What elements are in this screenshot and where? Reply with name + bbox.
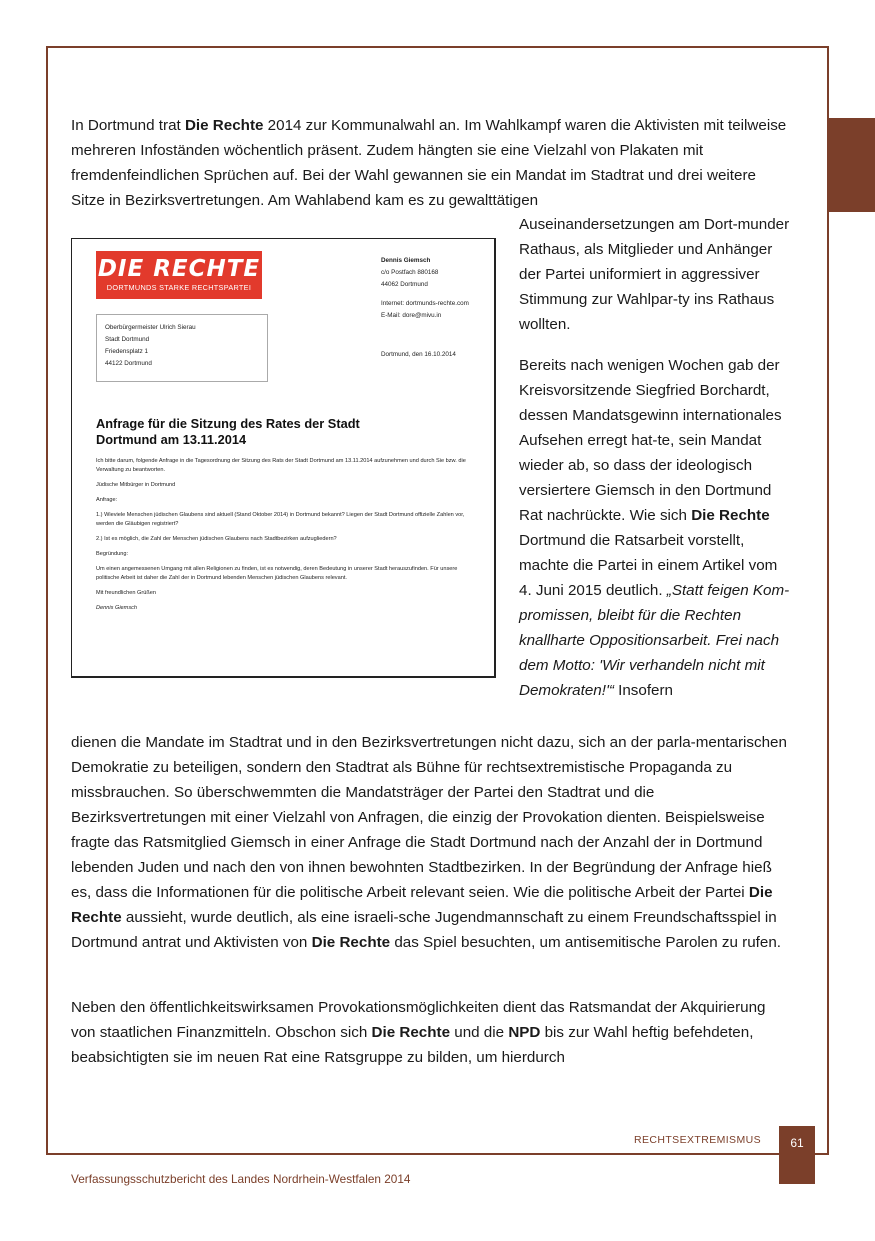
document-date: Dortmund, den 16.10.2014 xyxy=(381,351,456,358)
page-frame-bottom xyxy=(46,1153,829,1155)
document-signature: Dennis Giemsch xyxy=(96,605,138,611)
document-body: Ich bitte darum, folgende Anfrage in die Tagesordnung der Sitzung des Rats der Stadt Dortmund am 13.11.2014 aufzunehmen und durch Sie bzw. die Verwaltung zu beantworten. Jüdische Mitbürger in Dortmund Anfrage: 1.) Wieviele Menschen jüdischen Glaubens sind aktuell (Stand Oktober 2014) in Dortmund bekannt? Liegen der Stadt Dortmund offizielle Zahlen vor, werden die Gläubigen registriert? 2.) Ist es möglich, die Zahl der Menschen jüdischen Glaubens nach Stadtbezirken aufzugliedern? Begründung: Um einen angemessenen Umgang mit allen Religionen zu finden, ist es notwendig, deren Bedeutung in unserer Stadt herauszufinden. Für unsere politische Arbeit ist daher die Zahl der in Dortmund lebenden Menschen jüdischen Glaubens relevant. Mit freundlichen Grüßen Dennis Giemsch xyxy=(96,457,482,619)
page-frame-top xyxy=(46,46,829,48)
sender-block: Dennis Giemsch c/o Postfach 880168 44062 Dortmund Internet: dortmunds-rechte.com E-Mail: dore@mivu.in xyxy=(381,257,469,319)
paragraph-intro: In Dortmund trat Die Rechte 2014 zur Kommunalwahl an. Im Wahlkampf waren die Aktivisten mit teilweise mehreren Infoständen wöchentlich präsent. Zudem hängten sie eine Vielzahl von Plakaten mit fremdenfeindlichen Sprüchen auf. Bei der Wahl gewannen sie ein Mandat im Stadtrat und drei weitere Sitze in Bezirksvertretungen. Am Wahlabend kam es zu gewalttätigen xyxy=(71,117,787,209)
paragraph-council-work: Bereits nach wenigen Wochen gab der Kreisvorsitzende Siegfried Borchardt, dessen Mandatsgewinn internationales Aufsehen erregt hat-te, sein Mandat wieder ab, so dass der ideologisch versiertere Giemsch in den Dortmund Rat nachrückte. Wie sich Die Rechte Dortmund die Ratsarbeit vorstellt, machte die Partei in einem Artikel vom 4. Juni 2015 deutlich. „Statt feigen Kom-promissen, bleibt für die Rechten knallharte Oppositionsarbeit. Frei nach dem Motto: 'Wir verhandeln nicht mit Demokraten!'“ Insofern xyxy=(519,357,790,699)
publication-title: Verfassungsschutzbericht des Landes Nordrhein-Westfalen 2014 xyxy=(71,1172,411,1186)
chapter-tab xyxy=(829,118,875,212)
council-inquiry-document xyxy=(71,238,496,678)
die-rechte-logo: DIE RECHTE DORTMUNDS STARKE RECHTSPARTEI xyxy=(96,251,262,299)
page-number: 61 xyxy=(779,1126,815,1184)
section-label: RECHTSEXTREMISMUS xyxy=(634,1134,761,1146)
paragraph-funding: Neben den öffentlichkeitswirksamen Provokationsmöglichkeiten dient das Ratsmandat der Akquirierung von staatlichen Finanzmitteln. Obschon sich Die Rechte und die NPD bis zur Wahl heftig befehdeten, beabsichtigten sie im neuen Rat eine Ratsgruppe zu bilden, um hierdurch xyxy=(71,999,766,1066)
page-frame-left xyxy=(46,46,48,1155)
recipient-address: Oberbürgermeister Ulrich Sierau Stadt Dortmund Friedensplatz 1 44122 Dortmund xyxy=(96,314,268,382)
paragraph-propaganda: dienen die Mandate im Stadtrat und in den Bezirksvertretungen nicht dazu, sich an der parla-mentarischen Demokratie zu beteiligen, sondern den Stadtrat als Bühne für rechtsextremistische Propaganda zu missbrauchen. So überschwemmten die Mandatsträger der Partei den Stadtrat und die Bezirksvertretungen mit einer Vielzahl von Anfragen, die einzig der Provokation dienten. Beispielsweise fragte das Ratsmitglied Giemsch in einer Anfrage die Stadt Dortmund nach der Anzahl der in Dortmund lebenden Juden und nach den von ihnen bewohnten Stadtbezirken. In der Begründung der Anfrage hieß es, dass die Informationen für die politische Arbeit relevant seien. Wie die politische Arbeit der Partei Die Rechte aussieht, wurde deutlich, als eine israeli-sche Jugendmannschaft zu einem Freundschaftsspiel in Dortmund antrat und Aktivisten von Die Rechte das Spiel besuchten, um antisemitische Parolen zu rufen. xyxy=(71,734,787,951)
document-title: Anfrage für die Sitzung des Rates der Stadt Dortmund am 13.11.2014 xyxy=(96,416,360,447)
page-frame-right xyxy=(827,46,829,1155)
paragraph-riots: Auseinandersetzungen am Dort-munder Rathaus, als Mitglieder und Anhänger der Partei uniformiert in aggressiver Stimmung zur Wahlpar-ty ins Rathaus wollten. xyxy=(519,216,790,333)
